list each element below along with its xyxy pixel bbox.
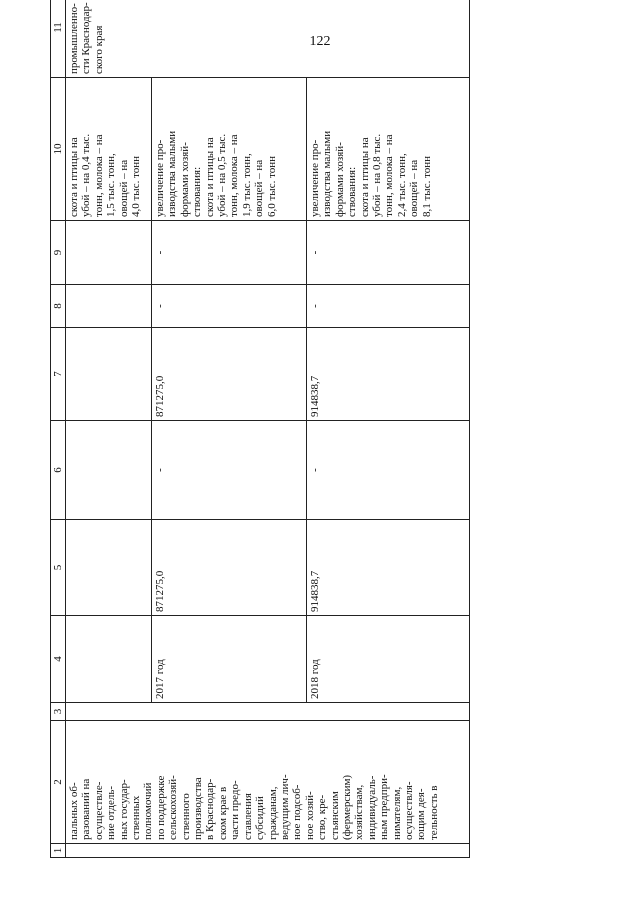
year-cell: 2018 год: [307, 616, 470, 703]
col-num-11: 11: [51, 0, 66, 78]
table-row-continuation: [66, 0, 152, 858]
col-num-7: 7: [51, 328, 66, 421]
col-num-8: 8: [51, 285, 66, 328]
program-table: [50, 0, 470, 858]
col-num-10: 10: [51, 78, 66, 221]
event-description-cell: пальных об- разований на осуществле- ние отдель- ных государ- ственных полномочий по поддержке сельскохозяй- ственного производства в Краснодар- ском крае в части предо- ставления субсидий гражданам, ведущим лич- ное подсоб- ное хозяй- ство, кре- стьянским (фермерским) хозяйствам, индивидуаль- ным предпри- нимателям, осуществля- ющим дея- тельность в: [66, 721, 470, 844]
col8-cell: -: [307, 285, 470, 328]
col7-cell: 871275,0: [152, 328, 307, 421]
page-number: 122: [309, 34, 331, 49]
year-cell: 2017 год: [152, 616, 307, 703]
total-cell: 914838,7: [307, 520, 470, 616]
col9-cell-empty: [66, 221, 152, 285]
col7-cell: 914838,7: [307, 328, 470, 421]
col6-cell: -: [152, 421, 307, 520]
executor-cell: промышленно- сти Краснодар- ского края: [66, 0, 470, 78]
col-num-1: 1: [51, 844, 66, 858]
col-num-6: 6: [51, 421, 66, 520]
col-num-5: 5: [51, 520, 66, 616]
col9-cell: -: [152, 221, 307, 285]
col1-cell: [66, 844, 470, 858]
col-num-9: 9: [51, 221, 66, 285]
col8-cell-empty: [66, 285, 152, 328]
col3-cell: [66, 703, 470, 721]
col9-cell: -: [307, 221, 470, 285]
year-cell-empty: [66, 616, 152, 703]
column-number-row: [51, 0, 66, 858]
result-cell-continued: скота и птицы на убой – на 0,4 тыс. тонн, молока – на 1,5 тыс. тонн, овощей – на 4,0 тыс. тонн: [66, 78, 152, 221]
col-num-3: 3: [51, 703, 66, 721]
col7-cell-empty: [66, 328, 152, 421]
result-cell: увеличение про- изводства малыми формами хозяй- ствования: скота и птицы на убой – на 0,8 тыс. тонн, молока – на 2,4 тыс. тонн, овощей – на 8,1 тыс. тонн: [307, 78, 470, 221]
col-num-2: 2: [51, 721, 66, 844]
total-cell-empty: [66, 520, 152, 616]
col-num-4: 4: [51, 616, 66, 703]
col6-cell: -: [307, 421, 470, 520]
result-cell: увеличение про- изводства малыми формами хозяй- ствования: скота и птицы на убой – на 0,5 тыс. тонн, молока – на 1,9 тыс. тонн, овощей – на 6,0 тыс. тонн: [152, 78, 307, 221]
col8-cell: -: [152, 285, 307, 328]
col6-cell-empty: [66, 421, 152, 520]
total-cell: 871275,0: [152, 520, 307, 616]
